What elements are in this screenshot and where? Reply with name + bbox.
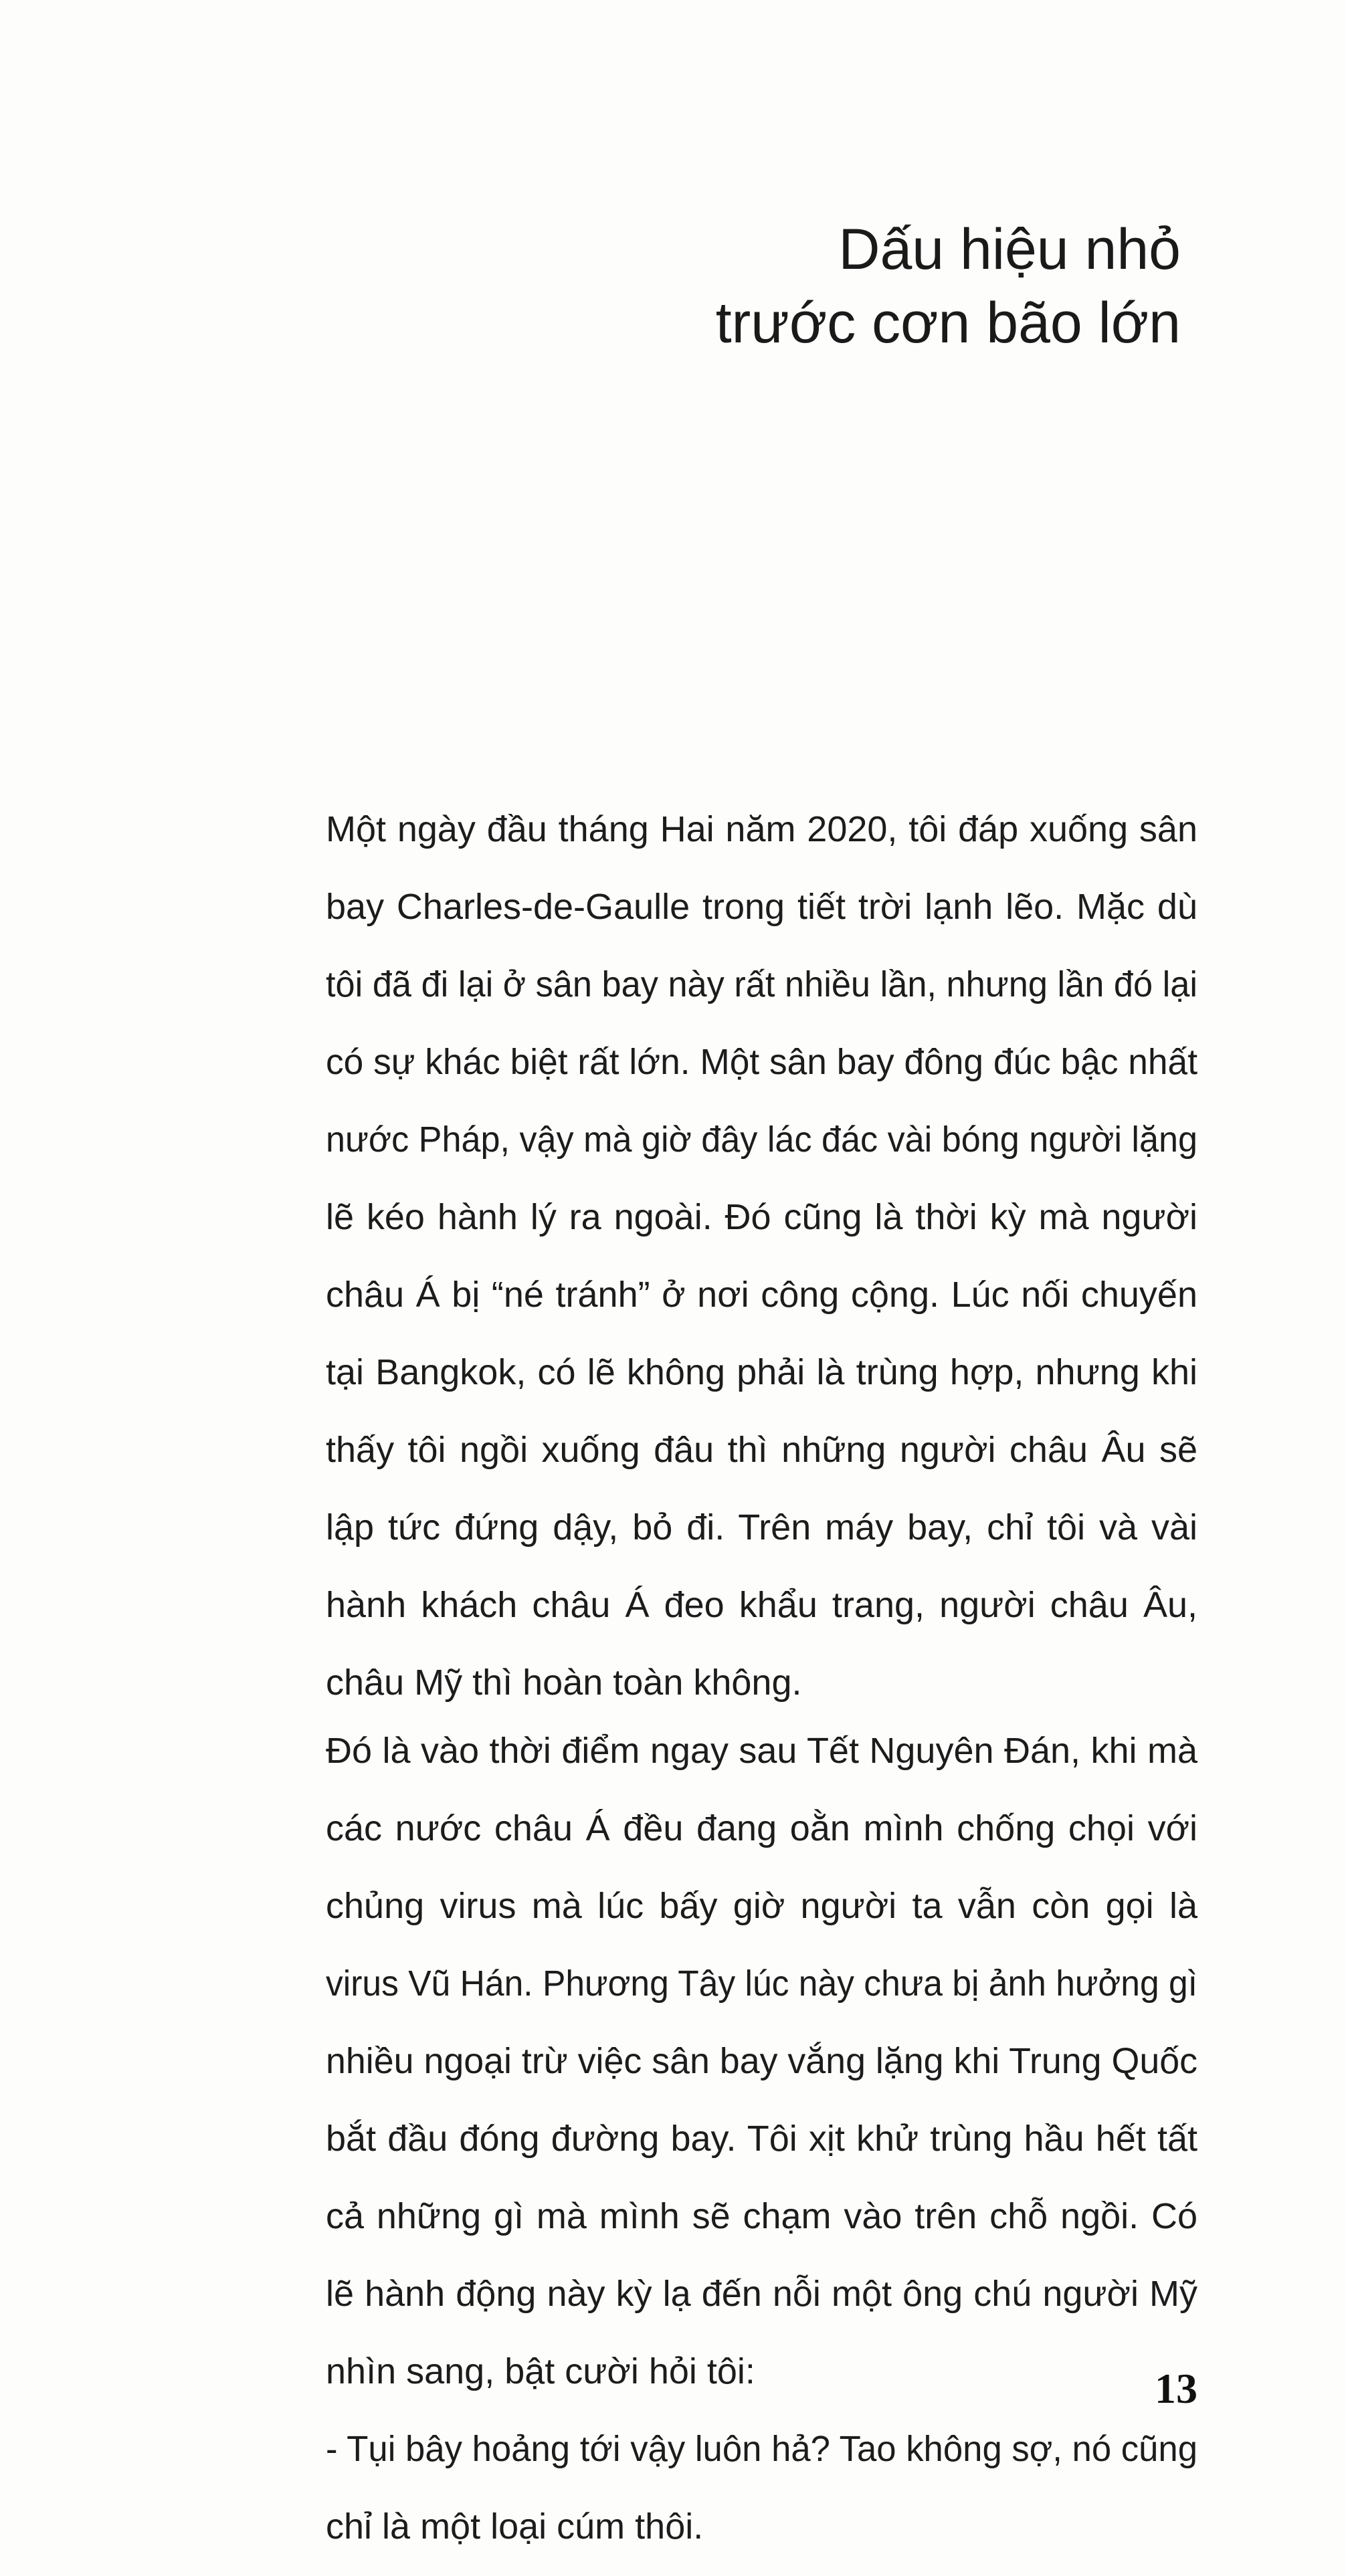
text-line-row: [326, 2177, 1197, 2255]
text-line-row: [326, 2488, 1197, 2565]
text-line: nhiều ngoại trừ việc sân bay vắng lặng khi Trung Quốc: [326, 2041, 1197, 2081]
text-line-row: [326, 1644, 1197, 1721]
chapter-title-line-2: trước cơn bão lớn: [715, 291, 1181, 355]
text-line: tại Bangkok, có lẽ không phải là trùng hợp, nhưng khi: [326, 1352, 1197, 1392]
text-line-row: [326, 2410, 1197, 2488]
text-line: lập tức đứng dậy, bỏ đi. Trên máy bay, chỉ tôi và vài: [326, 1507, 1197, 1547]
text-line-row: [326, 1489, 1197, 1566]
text-line-row: [326, 1023, 1197, 1101]
text-line: - Tụi bây hoảng tới vậy luôn hả? Tao không sợ, nó cũng: [326, 2429, 1197, 2469]
text-line: các nước châu Á đều đang oằn mình chống chọi với: [326, 1808, 1197, 1848]
text-line: nước Pháp, vậy mà giờ đây lác đác vài bóng người lặng: [326, 1119, 1197, 1160]
text-line-row: [326, 1411, 1197, 1489]
text-line: hành khách châu Á đeo khẩu trang, người châu Âu,: [326, 1585, 1197, 1625]
text-line-row: [326, 1945, 1197, 2022]
text-line: châu Á bị “né tránh” ở nơi công cộng. Lúc nối chuyến: [326, 1275, 1197, 1315]
text-line: virus Vũ Hán. Phương Tây lúc này chưa bị ảnh hưởng gì: [326, 1963, 1197, 2004]
text-line: lẽ kéo hành lý ra ngoài. Đó cũng là thời kỳ mà người: [326, 1197, 1197, 1237]
text-line-row: [326, 868, 1197, 946]
text-line-row: [326, 2255, 1197, 2333]
text-line-row: [326, 946, 1197, 1023]
text-line: nhìn sang, bật cười hỏi tôi:: [326, 2351, 755, 2391]
text-line-row: [326, 1867, 1197, 1945]
text-line-row: [326, 1333, 1197, 1411]
paragraph-1: [326, 790, 1197, 1721]
text-line: tôi đã đi lại ở sân bay này rất nhiều lần, nhưng lần đó lại: [326, 964, 1197, 1004]
text-line-row: [326, 2022, 1197, 2100]
page-number: 13: [1155, 2365, 1197, 2412]
text-line-row: [326, 1712, 1197, 1790]
text-line: Một ngày đầu tháng Hai năm 2020, tôi đáp xuống sân: [326, 809, 1197, 849]
text-line: có sự khác biệt rất lớn. Một sân bay đông đúc bậc nhất: [326, 1042, 1197, 1082]
text-line: thấy tôi ngồi xuống đâu thì những người châu Âu sẽ: [326, 1430, 1197, 1470]
text-line-row: [326, 1256, 1197, 1333]
text-line-row: [326, 1178, 1197, 1256]
text-line-row: [326, 2100, 1197, 2177]
text-line: Đó là vào thời điểm ngay sau Tết Nguyên Đán, khi mà: [326, 1731, 1197, 1771]
text-line: cả những gì mà mình sẽ chạm vào trên chỗ ngồi. Có: [326, 2196, 1197, 2236]
text-line-row: [326, 1101, 1197, 1178]
text-line: chủng virus mà lúc bấy giờ người ta vẫn còn gọi là: [326, 1886, 1197, 1926]
text-line: bay Charles-de-Gaulle trong tiết trời lạnh lẽo. Mặc dù: [326, 887, 1197, 927]
text-line: chỉ là một loại cúm thôi.: [326, 2506, 704, 2547]
chapter-title: [716, 213, 1181, 360]
paragraph-2: [326, 1712, 1197, 2565]
text-line-row: [326, 1790, 1197, 1867]
text-line-row: [326, 2333, 1197, 2410]
text-line-row: [326, 790, 1197, 868]
text-line: lẽ hành động này kỳ lạ đến nỗi một ông chú người Mỹ: [326, 2274, 1197, 2314]
chapter-title-line-1: Dấu hiệu nhỏ: [838, 217, 1181, 282]
text-line-row: [326, 1566, 1197, 1644]
text-line: bắt đầu đóng đường bay. Tôi xịt khử trùng hầu hết tất: [326, 2119, 1197, 2159]
text-line: châu Mỹ thì hoàn toàn không.: [326, 1662, 802, 1703]
